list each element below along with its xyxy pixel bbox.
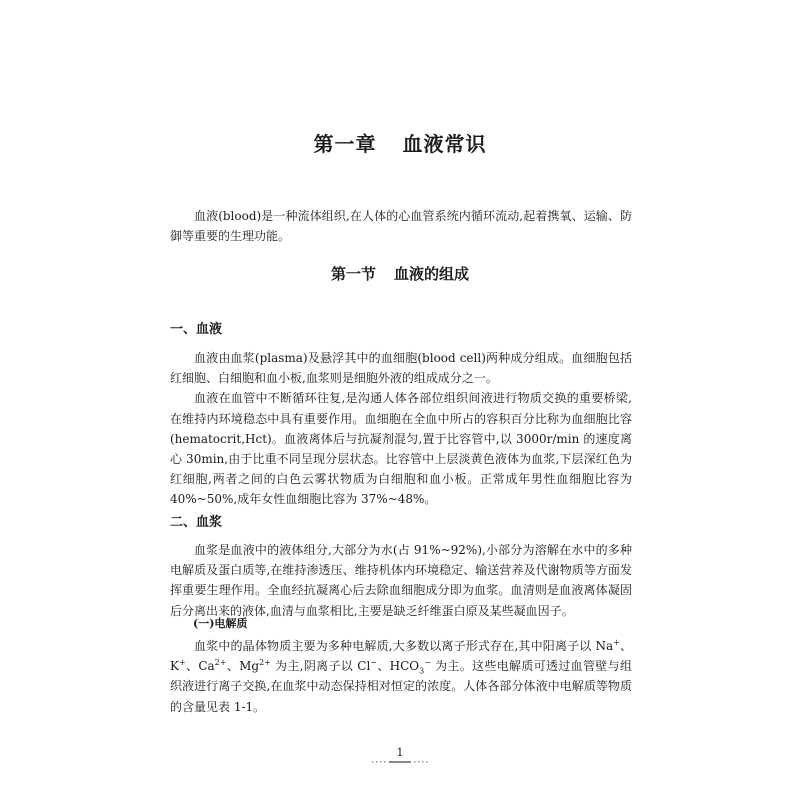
ion-potassium-charge: + xyxy=(178,658,186,668)
section-number: 第一节 xyxy=(330,265,376,283)
ion-bicarbonate-symbol: HCO xyxy=(389,659,420,674)
ion-calcium-symbol: Ca xyxy=(198,659,215,674)
intro-paragraph: 血液(blood)是一种流体组织,在人体的心血管系统内循环流动,起着携氧、运输、防御等重要的生理功能。 xyxy=(170,209,632,244)
plasma-heading: 二、血浆 xyxy=(170,515,223,530)
electrolyte-heading: (一)电解质 xyxy=(193,617,248,630)
ion-bicarbonate-charge: − xyxy=(424,658,431,668)
ion-magnesium-symbol: Mg xyxy=(239,659,260,674)
electrolyte-text-2: 为主,阴离子以 xyxy=(270,659,358,674)
ion-magnesium-charge: 2+ xyxy=(259,658,271,668)
chapter-title xyxy=(0,128,800,157)
blood-heading: 一、血液 xyxy=(170,322,223,337)
ion-sodium xyxy=(595,639,619,653)
section-name: 血液的组成 xyxy=(394,265,470,283)
ion-sodium-symbol: Na xyxy=(595,639,614,653)
ion-potassium-symbol: K xyxy=(170,659,179,674)
blood-section-body xyxy=(170,348,632,510)
ion-chloride-charge: − xyxy=(370,658,377,668)
footer-ornament xyxy=(372,760,428,764)
separator: 、 xyxy=(377,659,390,674)
ion-potassium xyxy=(170,659,186,673)
intro-block xyxy=(170,206,632,246)
blood-paragraph-1: 血液由血浆(plasma)及悬浮其中的血细胞(blood cell)两种成分组成。血细胞包括红细胞、白细胞和血小板,血浆则是细胞外液的组成成分之一。 xyxy=(170,351,632,386)
electrolyte-text-3: 为主。这些电解质可透过血管壁与组织液进行离子交换,在血浆中动态保持相对恒定的浓度。人体各部分体液中电解质等物质的含量见表 1-1。 xyxy=(170,659,632,714)
page-number: 1 xyxy=(396,746,404,759)
blood-paragraph-2: 血液在血管中不断循环往复,是沟通人体各部位组织间液进行物质交换的重要桥梁,在维持内环境稳态中具有重要作用。血细胞在全血中所占的容积百分比称为血细胞比容(hematocrit,Hct)。血液离体后与抗凝剂混匀,置于比容管中,以 3000r/min 的速度离心 30min,由于比重不同呈现分层状态。比容管中上层淡黄色液体为血浆,下层深红色为红细胞,两者之间的白色云雾状物质为白细胞和血小板。正常成年男性血细胞比容为 40%~50%,成年女性血细胞比容为 37%~48%。 xyxy=(170,391,632,507)
separator: 、 xyxy=(185,659,199,674)
ion-bicarbonate-subscript: 3 xyxy=(419,666,425,676)
ion-calcium-charge: 2+ xyxy=(214,658,227,668)
plasma-paragraph: 血浆是血液中的液体组分,大部分为水(占 91%~92%),小部分为溶解在水中的多种电解质及蛋白质等,在维持渗透压、维持机体内环境稳定、输送营养及代谢物质等方面发挥重要生理作用。全血经抗凝离心后去除血细胞成分即为血浆。血清则是血液离体凝固后分离出来的液体,血清与血浆相比,主要是缺乏纤维蛋白原及某些凝血因子。 xyxy=(170,543,632,618)
electrolyte-text-1: 血浆中的晶体物质主要为多种电解质,大多数以离子形式存在,其中阳离子以 xyxy=(194,639,596,653)
electrolyte-section-body xyxy=(170,636,632,717)
electrolyte-paragraph xyxy=(170,636,632,717)
ion-chloride xyxy=(357,659,377,673)
ion-bicarbonate xyxy=(389,658,431,676)
ion-sodium-charge: + xyxy=(613,638,620,647)
separator: 、 xyxy=(619,639,632,653)
chapter-number: 第一章 xyxy=(313,132,377,156)
separator: 、 xyxy=(226,659,240,674)
ion-calcium xyxy=(198,659,226,673)
ion-magnesium xyxy=(239,659,271,673)
ion-chloride-symbol: Cl xyxy=(357,659,371,674)
plasma-section-body xyxy=(170,540,632,621)
chapter-name: 血液常识 xyxy=(402,132,487,156)
section-title xyxy=(0,263,800,284)
